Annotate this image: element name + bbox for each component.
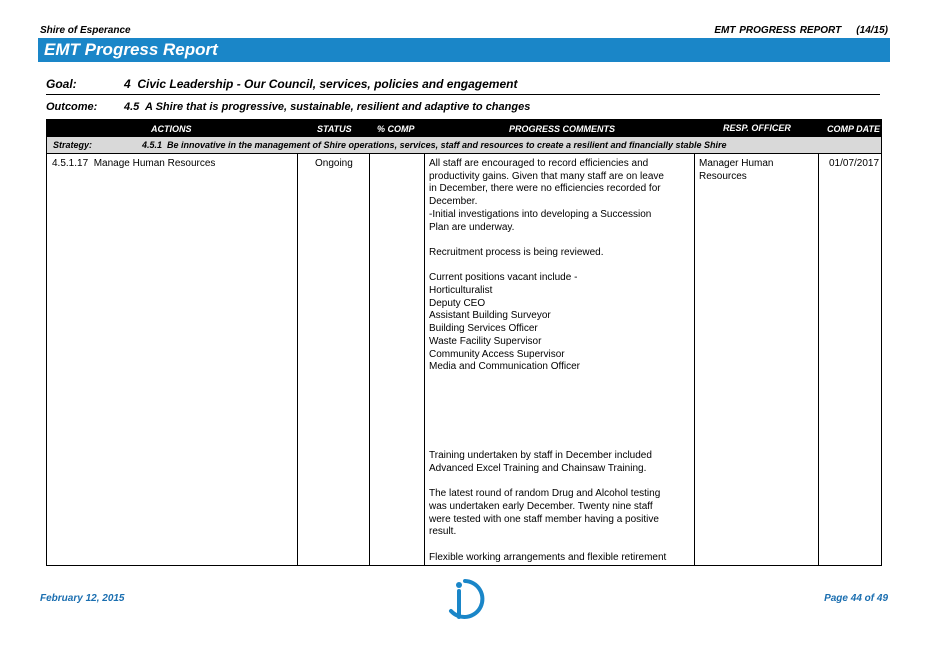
progress-comments [429, 158, 679, 564]
action-cell: 4.5.1.17 Manage Human Resources [52, 158, 216, 169]
strategy-text: 4.5.1 Be innovative in the management of Shire operations, services, staff and resources to create a resilient and financially stable Shire [142, 140, 727, 150]
column-divider [818, 154, 819, 566]
comment-line [429, 399, 679, 412]
comment-line: Flexible working arrangements and flexible retirement [429, 551, 667, 563]
comment-line: Media and Communication Officer [429, 361, 580, 373]
comment-line [429, 437, 679, 450]
comment-line: result. [429, 526, 457, 538]
column-divider [297, 154, 298, 566]
strategy-label: Strategy: [53, 140, 93, 150]
officer-cell [699, 158, 773, 183]
comment-line [429, 425, 679, 438]
comment-line: Deputy CEO [429, 297, 486, 309]
comment-line: Training undertaken by staff in December included [429, 450, 652, 462]
comment-line: December. [429, 196, 478, 208]
outcome-text: 4.5 A Shire that is progressive, sustainable, resilient and adaptive to changes [124, 101, 531, 113]
comment-line [429, 475, 679, 488]
progress-table [46, 119, 882, 566]
comment-line: in December, there were no efficiencies recorded for [429, 183, 661, 195]
footer-page-number: Page 44 of 49 [824, 593, 888, 604]
comment-line [429, 412, 679, 425]
comment-line: was undertaken early December. Twenty nine staff [429, 500, 653, 512]
comment-line: productivity gains. Given that many staff are on leave [429, 170, 664, 182]
footer-date: February 12, 2015 [40, 593, 125, 604]
table-header [47, 120, 881, 137]
column-header-actions: ACTIONS [151, 124, 192, 134]
comment-line [429, 260, 679, 273]
column-header-officer: RESP. OFFICER [723, 123, 791, 133]
comment-line: Waste Facility Supervisor [429, 335, 542, 347]
comment-line: were tested with one staff member having a positive [429, 513, 659, 525]
status-cell: Ongoing [315, 158, 353, 169]
strategy-row [47, 137, 881, 154]
comment-line: Assistant Building Surveyor [429, 310, 551, 322]
comment-line [429, 374, 679, 387]
comment-line: -Initial investigations into developing a Succession [429, 208, 652, 220]
comment-line: Recruitment process is being reviewed. [429, 246, 604, 258]
comment-line: Horticulturalist [429, 285, 493, 296]
outcome-label: Outcome: [46, 101, 98, 113]
goal-divider [46, 94, 880, 95]
goal-text: 4 Civic Leadership - Our Council, services, policies and engagement [124, 77, 518, 91]
comment-line [429, 387, 679, 400]
comment-line: Plan are underway. [429, 221, 515, 233]
shire-logo-icon [443, 577, 487, 621]
officer-line: Resources [699, 170, 747, 182]
comment-line [429, 234, 679, 247]
comment-line: Community Access Supervisor [429, 348, 565, 360]
column-header-comments: PROGRESS COMMENTS [509, 124, 616, 134]
comment-line [429, 539, 679, 552]
column-divider [424, 154, 425, 566]
comment-line: Advanced Excel Training and Chainsaw Training. [429, 462, 647, 474]
comment-line: Building Services Officer [429, 323, 538, 335]
goal-label: Goal: [46, 77, 77, 91]
report-reference: EMT PROGRESS REPORT (14/15) [714, 25, 888, 36]
comment-line: Current positions vacant include - [429, 272, 578, 284]
organisation-name: Shire of Esperance [40, 25, 131, 36]
comment-line: All staff are encouraged to record efficiencies and [429, 158, 649, 169]
comp-date-cell: 01/07/2017 [829, 158, 880, 169]
column-header-status: STATUS [317, 124, 352, 134]
column-divider [369, 154, 370, 566]
title-banner [38, 38, 890, 62]
column-header-comp-date: COMP DATE [827, 124, 880, 134]
page-title: EMT Progress Report [44, 40, 218, 59]
column-divider [694, 154, 695, 566]
comment-line: The latest round of random Drug and Alcohol testing [429, 488, 661, 500]
officer-line: Manager Human [699, 158, 774, 169]
column-header-comp: % COMP [377, 124, 415, 134]
